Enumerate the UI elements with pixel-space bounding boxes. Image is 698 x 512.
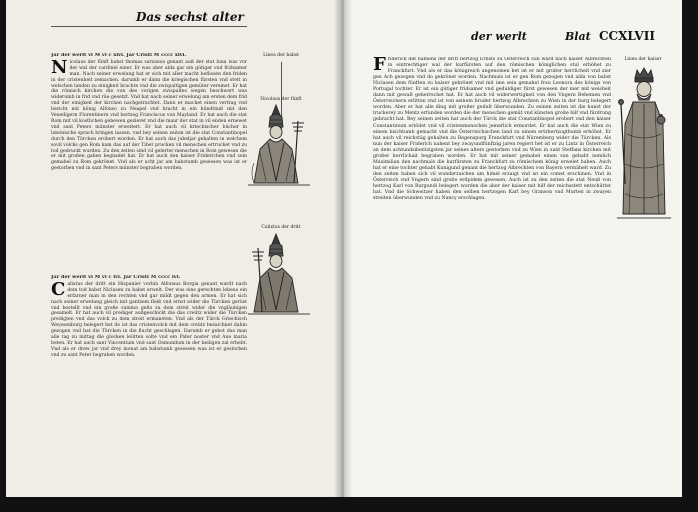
portrait-caption-nicolaus: Nicolaus der fünft — [260, 97, 302, 102]
blat-label: Blat — [565, 30, 591, 43]
body-paragraph: riderich diß namens der dritt hertzog Ernsts zu Österreich sun ward nach kaiser Albrechten in eintrechtiger wal der kurfürsten auf den römischen königlichen stul erhöhet zu Franckfurt. Vnd als er das königreich angenomen het ist er mit großer herrlicheit vnd zier gen Ach gezogen vnd do gekrönet worden. Nachmals ist er gen Rom gezogen vnd alda von babst Niclasen dem fünften zu kaiser gekrönet vnd mit ime sein gemahel frau Leonora des königs von Portugal tochter. Er ist ein gütiger fridsamer vnd geduldiger fürst gewesen der mer mit weisheit dann mit gewalt geherrschet hat. Er hat auch vil widerwertigkeit von den Vngern Behemen vnd Österreichern erlitten vnd ist von seinem bruder hertzog Albrechten zu Wien in der burg belegert worden. Aber er hat alle ding mit großer gedult überwunden. Zu seinen zeiten ist die kunst der truckerey zu Mentz erfunden worden die der menschen gemüt vnd künsten große hilf vnd fürdrung gebracht hat. Bey seinen zeiten hat auch der Türck die stat Constantinopel erobert vnd den kaiser Constantinum ertödet vnd vil cristenmenschen jemerlich ermordet. Er hat auch die stat Wien zu einem bischtumb gemacht vnd die Österreichischen land zu einem ertzhertzogthumb erhöhet. Er hat auch vil reichstäg gehalten zu Regenspurg Franckfurt vnd Nüremberg wider die Türcken. Als nun der kaiser Friderich nahent bey zwayundfünftzig jaren regiert het ist er zu Lintz in Österreich an dem achtundsibentzigsten jar seines alters gestorben vnd zu Wien in sant Steffans kirchen mit großer herrlichait begraben worden. Er hat mit seiner gemahel einen sun gehabt nemlich Maximilian den nachmals die kurfürsten zu Franckfurt zu römischem könig erwelet haben. Auch hat er eine tochter gehabt Kunigund genant die hertzog Albrechten von Bayern vermähelt ward. Zu den zeiten haben sich vil wunderzaichen am himel erzaigt vnd ist ein comet erschinen. Vnd in Österreich vnd Vngern sind große erdpidem gewesen. Auch ist zu den zeiten die stat Neuß von hertzog Karl von Burgundi belegert worden die aber der kaiser mit hilf der reichsstett entschüttet hat. Vnd die Schweitzer haben den selben hertzogen Karl bey Granson vnd Murten in zwayen streiten überwunden vnd zu Nancy erschlagen. — [373, 57, 611, 202]
lineage-caption-emperor: Linea der kaiser — [624, 57, 662, 62]
era-line: Jar der werlt vi M vi c lvi. Jar Cristi M cccc lvi. — [51, 275, 181, 280]
drop-capital: C — [51, 278, 66, 300]
show-through-text — [54, 12, 58, 26]
portrait-caption-calixtus: Calixtus der dritt — [261, 225, 301, 230]
text-block-emperor — [373, 57, 611, 389]
header-rule — [51, 26, 247, 27]
running-head-left: Das sechst alter — [136, 10, 244, 24]
woodcut-portrait-pope-calixtus — [246, 232, 312, 316]
woodcut-portrait-pope-nicolaus — [246, 103, 312, 187]
left-page — [6, 0, 343, 497]
lineage-caption: Linea der babst — [263, 53, 299, 58]
body-paragraph: alixtus der dritt ein Hispanier vorhin Alfonsus Borgia genant wardt nach dem tod babst Niclasen zu babst erwelt. Der was eins gerechten lebens ein erfarner man in den rechten vnd gar mildt gegen den armen. Er hat sich nach seiner erwelung gleich mit gantzem fleiß vnd ernst wider die Türcken gerüst vnd bestellt vnd ein große summa gelts zu dem streit wider die vngläubigen gesamelt. Er hat auch vil prediger außgeschickt die das creütz wider die Türcken predigten vnd das volck zu dem streit ermaneten. Vnd als der Türck Griechisch Weyssenburg belegert het do ist das cristenvolck mit dem creütz bezaichnet dahin gezogen vnd hat die Türcken in die flucht geschlagen. Darumb er gebot das man alle tag zu mittag die glocken leütten solte vnd ein Pater noster vnd Aue maria beten. Er hat auch sant Vincentium vnd sant Osmundum in der heiligen zal erhebt. Vnd als er drew jar vnd drey monat am babstumb gesessen was ist er gestorben vnd zu sant Peter begraben worden. — [51, 281, 247, 358]
text-block-calixtus — [51, 275, 247, 407]
body-paragraph: icolaus der fünft babst thomas sarzanus genant auß der stat luna was vor der wal der cardinel einer. Er was aber alda gar ein gütiger vnd fridsamer man. Nach seiner erwelung hat er sich mit aller macht beflissen den friden in der cristenheit zemachen. darumb er dann die kriegischen fürsten vnd stett in welschen landen zu einigkeit brachte vnd die zwispaltigen gemüter vereinet. Er hat die römisch kirchen die von des vorigen zwispaltes wegen beschwert was widerumb in frid vnd rüe gesetzt. Vnd hat nach seiner erwelung am ersten dem frid vnd der einigkeit der kirchen nachgetrachtet. Dann er machet einen vertrag vnd bericht mit könig Alfonso zu Neapel vnd bracht in ein bündtnuß mit den Venedigern Florentinern vnd hertzog Franciscus von Mayland. Er hat auch die stat Rom mit vil kostlichen gebewen gezieret vnd die maur der stat in vil enden ernewet vnd sant Peters münster erweitert. Er hat auch vil kriechischer bücher in lateinische sprach bringen lassen. vnd bey seinen zeiten ist die stat Constantinopel durch den Türcken erobert worden. Er hat auch das jubeljar gehalten in welchem sovil volcks gen Rom kam das auf der Tiber prucken vil menschen ertrucket vnd zu tod gedruckt wurden. Zu den zeiten sind vil gelerter menschen in Rom gewesen die er mit großen gaben begnadet hat. Er hat auch den kaiser Friderichen vnd sein gemahel zu Rom gekrönet. Vnd als er acht jar am babstumb gesessen was ist er gestorben vnd in sant Peters münster begraben worden. — [51, 59, 247, 172]
right-page — [343, 0, 682, 497]
era-line: Jar der werlt vi M vi c xlvi. Jar Cristi M cccc xlvi. — [51, 53, 187, 58]
drop-capital: F — [373, 57, 386, 75]
text-block-nicolaus — [51, 53, 247, 271]
drop-capital: N — [51, 56, 68, 78]
woodcut-portrait-emperor-friedrich — [615, 64, 673, 222]
running-head-right: der werlt — [471, 30, 527, 43]
folio-number: CCXLVII — [599, 29, 655, 43]
